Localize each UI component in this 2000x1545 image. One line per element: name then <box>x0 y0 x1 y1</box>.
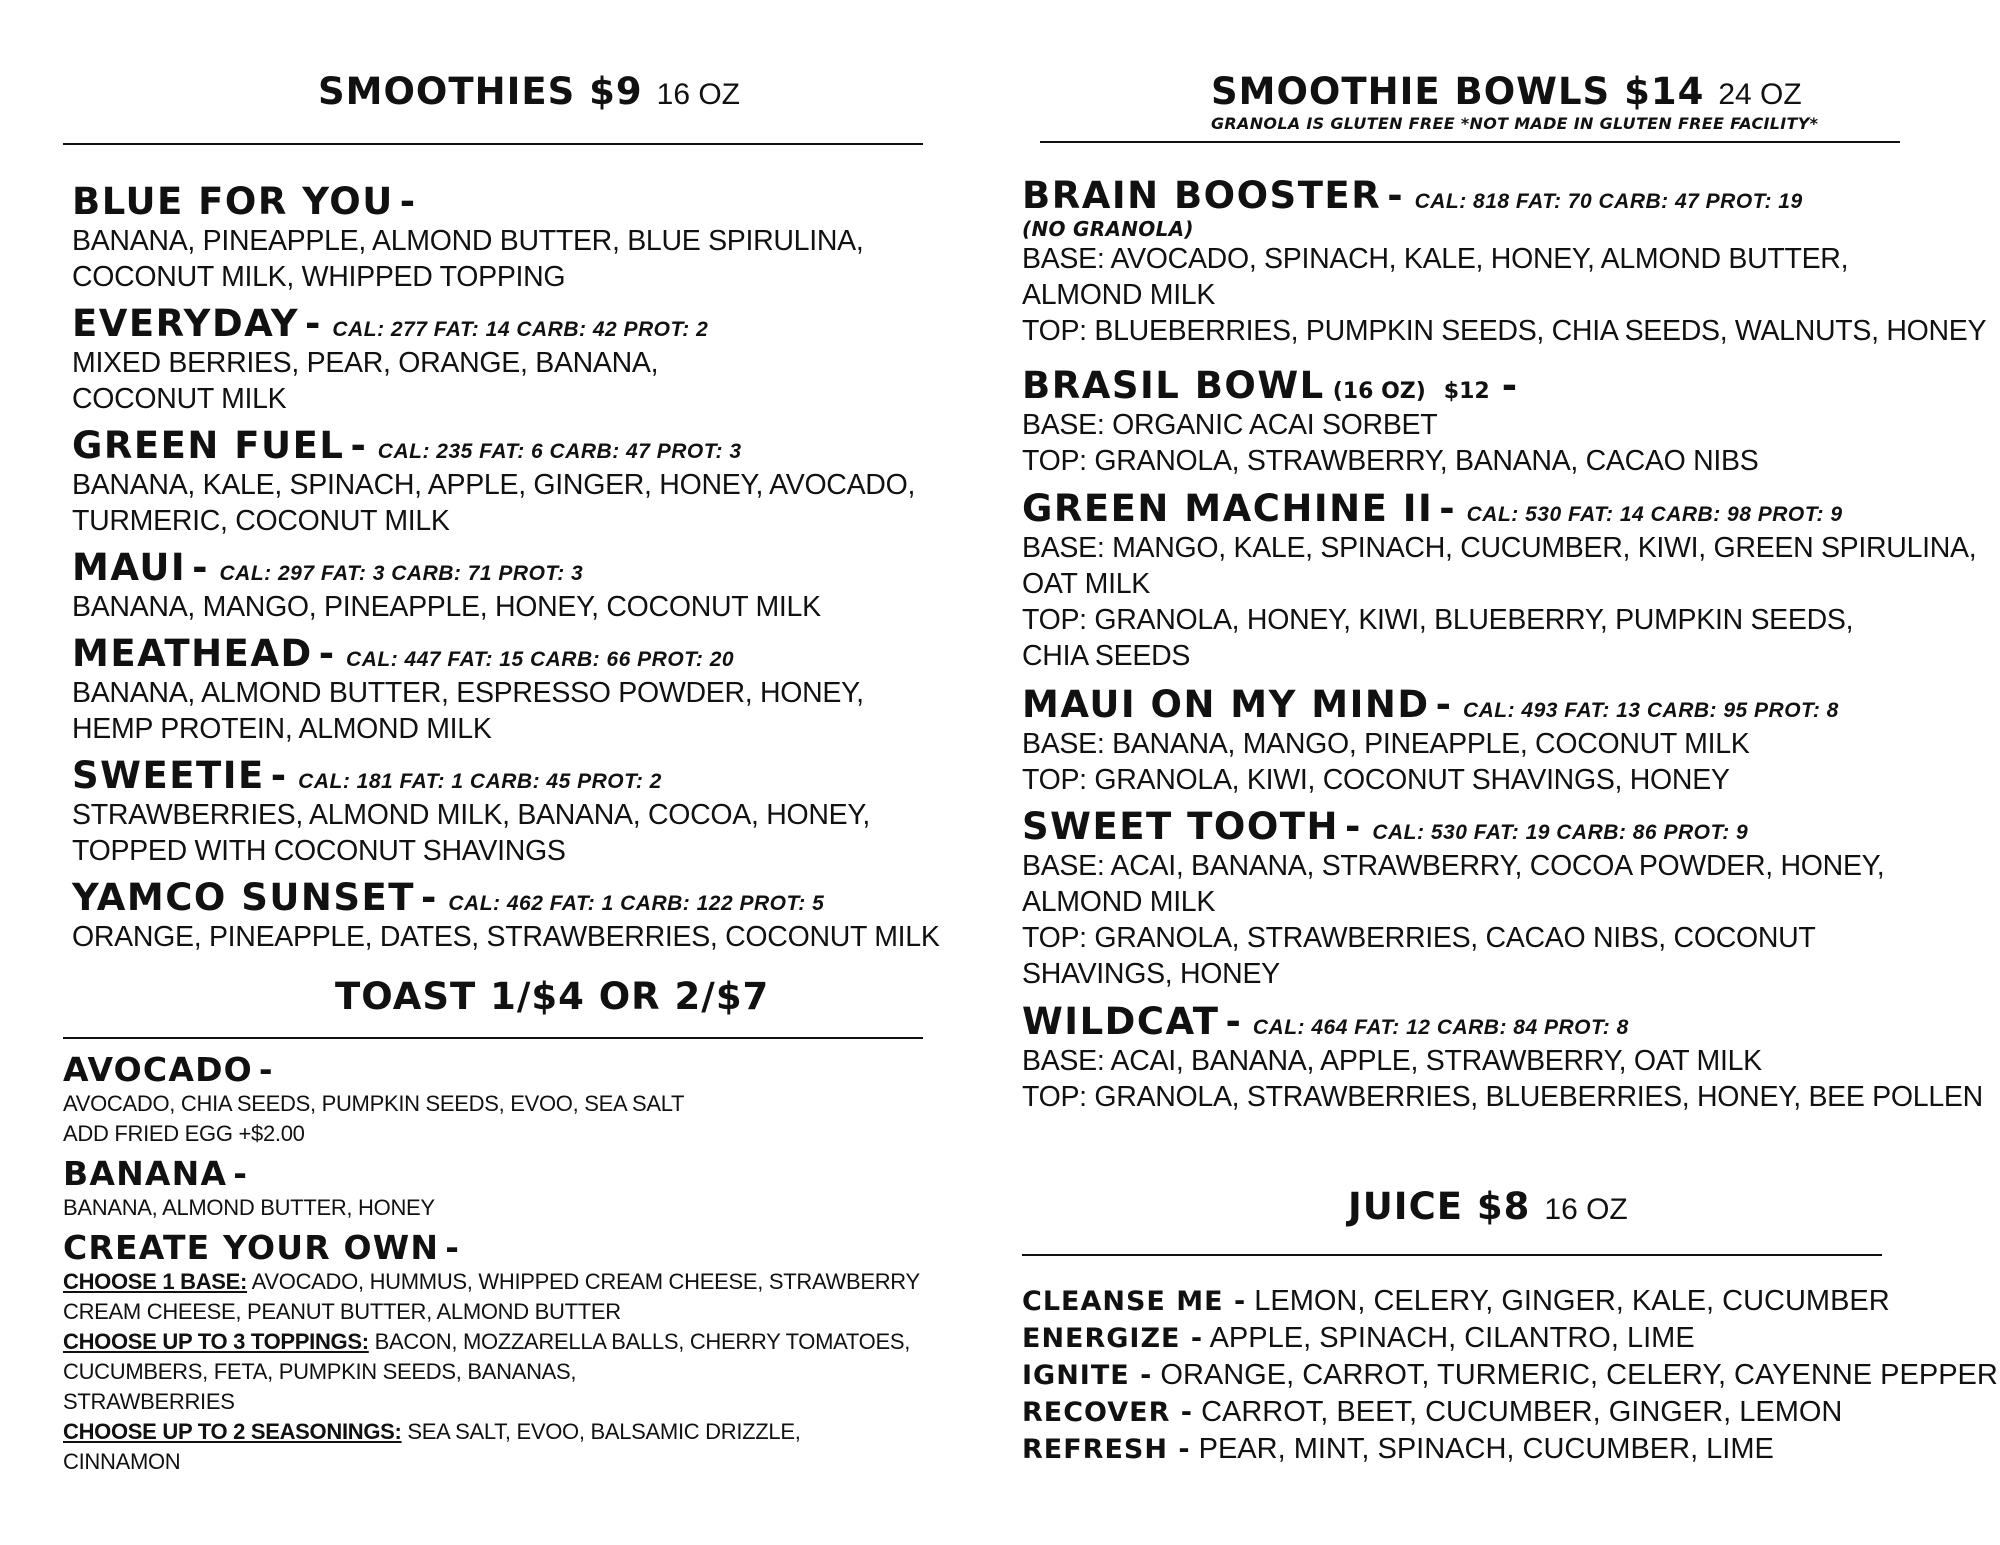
juice-name: ENERGIZE - <box>1022 1323 1204 1354</box>
item-name: WILDCAT <box>1022 1000 1220 1043</box>
seasonings-label: CHOOSE UP TO 2 SEASONINGS: <box>63 1419 402 1444</box>
item-nutrition: CAL: 530 FAT: 14 CARB: 98 PROT: 9 <box>1466 503 1843 526</box>
item-name: SWEET TOOTH <box>1022 805 1339 848</box>
item-line: BANANA, PINEAPPLE, ALMOND BUTTER, BLUE SPIRULINA, <box>72 225 864 257</box>
item-line: ALMOND MILK <box>1022 279 1216 311</box>
item-nutrition: CAL: 447 FAT: 15 CARB: 66 PROT: 20 <box>346 648 735 671</box>
bowl-item-maui-on-my-mind: MAUI ON MY MIND - CAL: 493 FAT: 13 CARB: 95 PROT: 8 BASE: BANANA, MANGO, PINEAPPLE, COCONUT MILK TOP: GRANOLA, KIWI, COCONUT SHAVINGS, HONEY <box>1022 683 1839 796</box>
smoothie-item: MEATHEAD - CAL: 447 FAT: 15 CARB: 66 PROT: 20 BANANA, ALMOND BUTTER, ESPRESSO POWDER, HONEY, HEMP PROTEIN, ALMOND MILK <box>72 632 864 745</box>
smoothie-item: EVERYDAY - CAL: 277 FAT: 14 CARB: 42 PROT: 2 MIXED BERRIES, PEAR, ORANGE, BANANA, COCONUT MILK <box>72 302 709 415</box>
smoothie-item: MAUI - CAL: 297 FAT: 3 CARB: 71 PROT: 3 BANANA, MANGO, PINEAPPLE, HONEY, COCONUT MILK <box>72 546 821 623</box>
item-name: BRASIL BOWL <box>1022 364 1325 407</box>
item-name: AVOCADO <box>63 1050 253 1089</box>
item-line: BASE: ACAI, BANANA, STRAWBERRY, COCOA POWDER, HONEY, <box>1022 850 1885 882</box>
base-label: CHOOSE 1 BASE: <box>63 1269 248 1294</box>
item-line: BASE: ACAI, BANANA, APPLE, STRAWBERRY, OAT MILK <box>1022 1045 1762 1077</box>
item-line: BASE: BANANA, MANGO, PINEAPPLE, COCONUT MILK <box>1022 728 1750 760</box>
item-line: TOP: GRANOLA, STRAWBERRY, BANANA, CACAO NIBS <box>1022 445 1759 477</box>
item-nutrition: CAL: 530 FAT: 19 CARB: 86 PROT: 9 <box>1372 821 1749 844</box>
base-line: AVOCADO, HUMMUS, WHIPPED CREAM CHEESE, STRAWBERRY <box>251 1269 920 1294</box>
item-line: TOP: GRANOLA, KIWI, COCONUT SHAVINGS, HONEY <box>1022 764 1730 796</box>
item-line: AVOCADO, CHIA SEEDS, PUMPKIN SEEDS, EVOO, SEA SALT <box>63 1091 685 1116</box>
item-size: (16 OZ) <box>1332 379 1426 404</box>
toast-rule <box>63 1037 923 1039</box>
item-subnote: (NO GRANOLA) <box>1022 217 1194 241</box>
bowl-item-green-machine: GREEN MACHINE II - CAL: 530 FAT: 14 CARB: 98 PROT: 9 BASE: MANGO, KALE, SPINACH, CUCUMBER, KIWI, GREEN SPIRULINA, OAT MILK TOP: GRANOLA, HONEY, KIWI, BLUEBERRY, PUMPKIN SEEDS, CHIA SEEDS <box>1022 487 1977 672</box>
juice-item <box>1022 1433 1774 1466</box>
smoothies-title: SMOOTHIES $9 <box>318 70 643 113</box>
item-line: ORANGE, PINEAPPLE, DATES, STRAWBERRIES, COCONUT MILK <box>72 921 940 953</box>
toppings-line: CUCUMBERS, FETA, PUMPKIN SEEDS, BANANAS, <box>63 1359 577 1384</box>
item-line: BASE: MANGO, KALE, SPINACH, CUCUMBER, KIWI, GREEN SPIRULINA, <box>1022 532 1977 564</box>
juice-size: 16 OZ <box>1544 1193 1628 1226</box>
item-line: STRAWBERRIES, ALMOND MILK, BANANA, COCOA, HONEY, <box>72 799 871 831</box>
toast-header <box>335 975 769 1018</box>
smoothie-item: GREEN FUEL - CAL: 235 FAT: 6 CARB: 47 PROT: 3 BANANA, KALE, SPINACH, APPLE, GINGER, HONEY, AVOCADO, TURMERIC, COCONUT MILK <box>72 424 916 537</box>
item-nutrition: CAL: 297 FAT: 3 CARB: 71 PROT: 3 <box>219 562 584 585</box>
item-line: TOP: BLUEBERRIES, PUMPKIN SEEDS, CHIA SEEDS, WALNUTS, HONEY <box>1022 315 1987 347</box>
smoothie-item: BLUE FOR YOU - BANANA, PINEAPPLE, ALMOND BUTTER, BLUE SPIRULINA, COCONUT MILK, WHIPPED TOPPING <box>72 180 864 293</box>
base-line: CREAM CHEESE, PEANUT BUTTER, ALMOND BUTTER <box>63 1299 621 1324</box>
item-name: SWEETIE <box>72 754 265 797</box>
bowl-item-brain-booster: BRAIN BOOSTER - CAL: 818 FAT: 70 CARB: 47 PROT: 19 (NO GRANOLA) BASE: AVOCADO, SPINACH, KALE, HONEY, ALMOND BUTTER, ALMOND MILK TOP: BLUEBERRIES, PUMPKIN SEEDS, CHIA SEEDS, WALNUTS, HONEY <box>1022 174 1987 347</box>
item-line: BASE: AVOCADO, SPINACH, KALE, HONEY, ALMOND BUTTER, <box>1022 243 1849 275</box>
item-nutrition: CAL: 235 FAT: 6 CARB: 47 PROT: 3 <box>377 440 742 463</box>
item-line: OAT MILK <box>1022 568 1150 600</box>
juice-name: RECOVER - <box>1022 1397 1194 1428</box>
toppings-line: BACON, MOZZARELLA BALLS, CHERRY TOMATOES, <box>374 1329 911 1354</box>
juice-desc: CARROT, BEET, CUCUMBER, GINGER, LEMON <box>1201 1396 1843 1428</box>
juice-name: IGNITE - <box>1022 1360 1153 1391</box>
item-line: TURMERIC, COCONUT MILK <box>72 505 450 537</box>
item-line: CHIA SEEDS <box>1022 640 1191 672</box>
item-price: $12 <box>1443 379 1490 404</box>
toast-title: TOAST 1/$4 OR 2/$7 <box>335 975 770 1018</box>
item-nutrition: CAL: 493 FAT: 13 CARB: 95 PROT: 8 <box>1462 699 1839 722</box>
juice-item <box>1022 1396 1842 1429</box>
juice-rule <box>1022 1254 1882 1256</box>
item-line: TOPPED WITH COCONUT SHAVINGS <box>72 835 566 867</box>
smoothies-header <box>318 70 740 113</box>
smoothie-item: SWEETIE - CAL: 181 FAT: 1 CARB: 45 PROT: 2 STRAWBERRIES, ALMOND MILK, BANANA, COCOA, HONEY, TOPPED WITH COCONUT SHAVINGS <box>72 754 871 867</box>
juice-item <box>1022 1359 1998 1392</box>
item-name: GREEN FUEL <box>72 424 345 467</box>
toppings-line: STRAWBERRIES <box>63 1389 235 1414</box>
item-line: TOP: GRANOLA, HONEY, KIWI, BLUEBERRY, PUMPKIN SEEDS, <box>1022 604 1854 636</box>
item-name: CREATE YOUR OWN <box>63 1228 440 1267</box>
item-name: YAMCO SUNSET <box>72 876 416 919</box>
juice-name: REFRESH - <box>1022 1434 1191 1465</box>
item-line: HEMP PROTEIN, ALMOND MILK <box>72 713 492 745</box>
item-line: BANANA, ALMOND BUTTER, HONEY <box>63 1195 435 1220</box>
bowl-item-sweet-tooth: SWEET TOOTH - CAL: 530 FAT: 19 CARB: 86 PROT: 9 BASE: ACAI, BANANA, STRAWBERRY, COCOA POWDER, HONEY, ALMOND MILK TOP: GRANOLA, STRAWBERRIES, CACAO NIBS, COCONUT SHAVINGS, HONEY <box>1022 805 1885 990</box>
item-name: EVERYDAY <box>72 302 300 345</box>
juice-title: JUICE $8 <box>1348 1185 1531 1228</box>
smoothie-item: YAMCO SUNSET - CAL: 462 FAT: 1 CARB: 122 PROT: 5 ORANGE, PINEAPPLE, DATES, STRAWBERRIES, COCONUT MILK <box>72 876 940 953</box>
item-nutrition: CAL: 464 FAT: 12 CARB: 84 PROT: 8 <box>1252 1016 1629 1039</box>
juice-desc: PEAR, MINT, SPINACH, CUCUMBER, LIME <box>1198 1433 1774 1465</box>
item-line: ALMOND MILK <box>1022 886 1216 918</box>
item-line: ADD FRIED EGG +$2.00 <box>63 1121 305 1146</box>
smoothies-size: 16 OZ <box>656 78 741 111</box>
juice-header <box>1348 1185 1628 1228</box>
item-line: BANANA, KALE, SPINACH, APPLE, GINGER, HONEY, AVOCADO, <box>72 469 916 501</box>
item-nutrition: CAL: 181 FAT: 1 CARB: 45 PROT: 2 <box>298 770 662 793</box>
toast-item-avocado: AVOCADO - AVOCADO, CHIA SEEDS, PUMPKIN SEEDS, EVOO, SEA SALT ADD FRIED EGG +$2.00 <box>63 1050 684 1149</box>
juice-item <box>1022 1322 1695 1355</box>
juice-item <box>1022 1285 1890 1318</box>
item-name: BANANA <box>63 1154 228 1193</box>
item-name: MAUI ON MY MIND <box>1022 683 1430 726</box>
item-line: COCONUT MILK, WHIPPED TOPPING <box>72 261 566 293</box>
smoothies-rule <box>63 143 923 145</box>
item-name: BRAIN BOOSTER <box>1022 174 1382 217</box>
toast-item-banana: BANANA - BANANA, ALMOND BUTTER, HONEY <box>63 1154 435 1223</box>
item-nutrition: CAL: 462 FAT: 1 CARB: 122 PROT: 5 <box>448 892 825 915</box>
bowls-header <box>1211 70 1802 113</box>
bowls-title: SMOOTHIE BOWLS $14 <box>1211 70 1705 113</box>
seasonings-line: CINNAMON <box>63 1449 181 1474</box>
item-name: BLUE FOR YOU <box>72 180 394 223</box>
bowl-item-brasil-bowl: BRASIL BOWL (16 OZ) $12 - BASE: ORGANIC ACAI SORBET TOP: GRANOLA, STRAWBERRY, BANANA, CACAO NIBS <box>1022 364 1759 477</box>
item-name: MAUI <box>72 546 187 589</box>
toppings-label: CHOOSE UP TO 3 TOPPINGS: <box>63 1329 369 1354</box>
item-line: TOP: GRANOLA, STRAWBERRIES, BLUEBERRIES, HONEY, BEE POLLEN <box>1022 1081 1983 1113</box>
item-nutrition: CAL: 277 FAT: 14 CARB: 42 PROT: 2 <box>332 318 709 341</box>
juice-desc: ORANGE, CARROT, TURMERIC, CELERY, CAYENNE PEPPER <box>1160 1359 1998 1391</box>
item-line: BANANA, MANGO, PINEAPPLE, HONEY, COCONUT MILK <box>72 591 821 623</box>
bowls-rule <box>1040 141 1900 143</box>
item-line: COCONUT MILK <box>72 383 287 415</box>
item-line: BASE: ORGANIC ACAI SORBET <box>1022 409 1438 441</box>
seasonings-line: SEA SALT, EVOO, BALSAMIC DRIZZLE, <box>407 1419 801 1444</box>
bowls-size: 24 OZ <box>1718 78 1802 111</box>
juice-name: CLEANSE ME - <box>1022 1286 1247 1317</box>
item-line: TOP: GRANOLA, STRAWBERRIES, CACAO NIBS, COCONUT <box>1022 922 1816 954</box>
item-name: MEATHEAD <box>72 632 313 675</box>
item-name: GREEN MACHINE II <box>1022 487 1434 530</box>
toast-item-create-your-own: CREATE YOUR OWN - CHOOSE 1 BASE: AVOCADO, HUMMUS, WHIPPED CREAM CHEESE, STRAWBERRY CREAM CHEESE, PEANUT BUTTER, ALMOND BUTTER CHOOSE UP TO 3 TOPPINGS: BACON, MOZZARELLA BALLS, CHERRY TOMATOES, CUCUMBERS, FETA, PUMPKIN SEEDS, BANANAS, STRAWBERRIES CHOOSE UP TO 2 SEASONINGS: SEA SALT, EVOO, BALSAMIC DRIZZLE, CINNAMON <box>63 1228 920 1477</box>
item-line: MIXED BERRIES, PEAR, ORANGE, BANANA, <box>72 347 659 379</box>
bowl-item-wildcat: WILDCAT - CAL: 464 FAT: 12 CARB: 84 PROT: 8 BASE: ACAI, BANANA, APPLE, STRAWBERRY, OAT MILK TOP: GRANOLA, STRAWBERRIES, BLUEBERRIES, HONEY, BEE POLLEN <box>1022 1000 1983 1113</box>
item-line: BANANA, ALMOND BUTTER, ESPRESSO POWDER, HONEY, <box>72 677 864 709</box>
item-nutrition: CAL: 818 FAT: 70 CARB: 47 PROT: 19 <box>1414 190 1803 213</box>
juice-desc: APPLE, SPINACH, CILANTRO, LIME <box>1209 1322 1695 1354</box>
item-line: SHAVINGS, HONEY <box>1022 958 1280 990</box>
juice-desc: LEMON, CELERY, GINGER, KALE, CUCUMBER <box>1254 1285 1890 1317</box>
bowls-note: GRANOLA IS GLUTEN FREE *NOT MADE IN GLUTEN FREE FACILITY* <box>1211 114 1819 133</box>
